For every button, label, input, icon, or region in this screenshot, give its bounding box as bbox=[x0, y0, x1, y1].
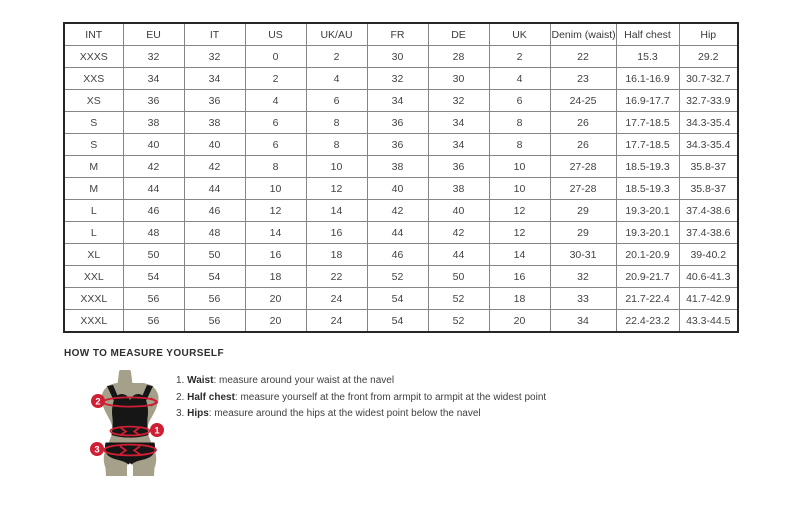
size-label-cell: M bbox=[64, 156, 123, 178]
size-value-cell: 6 bbox=[245, 112, 306, 134]
size-row bbox=[64, 244, 738, 266]
step-text: : measure yourself at the front from armpit to armpit at the widest point bbox=[234, 391, 547, 403]
size-label-cell: S bbox=[64, 112, 123, 134]
size-value-cell: 20 bbox=[245, 288, 306, 310]
size-value-cell: 40 bbox=[428, 200, 489, 222]
size-value-cell: 30.7-32.7 bbox=[679, 68, 738, 90]
size-value-cell: 52 bbox=[428, 288, 489, 310]
size-value-cell: 32 bbox=[550, 266, 616, 288]
size-value-cell: 2 bbox=[489, 46, 550, 68]
size-label-cell: XXXS bbox=[64, 46, 123, 68]
size-value-cell: 54 bbox=[123, 266, 184, 288]
size-row bbox=[64, 178, 738, 200]
size-value-cell: 40.6-41.3 bbox=[679, 266, 738, 288]
column-header: UK bbox=[489, 23, 550, 46]
size-value-cell: 44 bbox=[428, 244, 489, 266]
column-header: UK/AU bbox=[306, 23, 367, 46]
size-value-cell: 34.3-35.4 bbox=[679, 134, 738, 156]
measure-steps bbox=[176, 373, 546, 423]
size-value-cell: 6 bbox=[489, 90, 550, 112]
size-value-cell: 6 bbox=[245, 134, 306, 156]
size-value-cell: 48 bbox=[123, 222, 184, 244]
size-value-cell: 12 bbox=[306, 178, 367, 200]
size-value-cell: 18.5-19.3 bbox=[616, 156, 679, 178]
size-value-cell: 29 bbox=[550, 200, 616, 222]
size-value-cell: 38 bbox=[428, 178, 489, 200]
size-value-cell: 44 bbox=[367, 222, 428, 244]
column-header: EU bbox=[123, 23, 184, 46]
size-value-cell: 40 bbox=[367, 178, 428, 200]
size-value-cell: 37.4-38.6 bbox=[679, 222, 738, 244]
size-value-cell: 36 bbox=[367, 134, 428, 156]
size-value-cell: 40 bbox=[123, 134, 184, 156]
marker-hips-label: 3 bbox=[94, 444, 100, 456]
size-value-cell: 29 bbox=[550, 222, 616, 244]
size-value-cell: 18 bbox=[489, 288, 550, 310]
size-value-cell: 12 bbox=[489, 200, 550, 222]
marker-chest-label: 2 bbox=[95, 396, 101, 408]
size-value-cell: 34 bbox=[428, 112, 489, 134]
step-number: 1. bbox=[176, 375, 188, 386]
column-header: Denim (waist) bbox=[550, 23, 616, 46]
size-value-cell: 8 bbox=[245, 156, 306, 178]
size-value-cell: 15.3 bbox=[616, 46, 679, 68]
size-value-cell: 42 bbox=[184, 156, 245, 178]
size-value-cell: 48 bbox=[184, 222, 245, 244]
step-term: Hips bbox=[187, 408, 209, 419]
size-row bbox=[64, 112, 738, 134]
size-value-cell: 24 bbox=[306, 288, 367, 310]
size-value-cell: 8 bbox=[306, 112, 367, 134]
size-label-cell: XL bbox=[64, 244, 123, 266]
size-label-cell: M bbox=[64, 178, 123, 200]
column-header: IT bbox=[184, 23, 245, 46]
size-value-cell: 12 bbox=[489, 222, 550, 244]
size-chart-header bbox=[64, 23, 738, 46]
measure-step bbox=[176, 373, 546, 390]
size-value-cell: 14 bbox=[306, 200, 367, 222]
marker-waist-label: 1 bbox=[154, 425, 160, 437]
size-value-cell: 52 bbox=[367, 266, 428, 288]
size-chart bbox=[63, 22, 739, 333]
step-number: 2. bbox=[176, 391, 188, 403]
size-value-cell: 36 bbox=[184, 90, 245, 112]
size-value-cell: 4 bbox=[245, 90, 306, 112]
size-value-cell: 50 bbox=[428, 266, 489, 288]
size-value-cell: 40 bbox=[184, 134, 245, 156]
size-value-cell: 34 bbox=[123, 68, 184, 90]
size-value-cell: 23 bbox=[550, 68, 616, 90]
size-value-cell: 44 bbox=[184, 178, 245, 200]
column-header: FR bbox=[367, 23, 428, 46]
size-value-cell: 42 bbox=[428, 222, 489, 244]
size-value-cell: 36 bbox=[367, 112, 428, 134]
size-value-cell: 16 bbox=[306, 222, 367, 244]
size-value-cell: 46 bbox=[367, 244, 428, 266]
size-value-cell: 18.5-19.3 bbox=[616, 178, 679, 200]
size-value-cell: 54 bbox=[367, 310, 428, 333]
size-value-cell: 10 bbox=[245, 178, 306, 200]
size-row bbox=[64, 134, 738, 156]
size-value-cell: 30 bbox=[428, 68, 489, 90]
size-value-cell: 37.4-38.6 bbox=[679, 200, 738, 222]
size-row bbox=[64, 200, 738, 222]
size-value-cell: 8 bbox=[489, 134, 550, 156]
size-value-cell: 20 bbox=[489, 310, 550, 333]
size-value-cell: 22.4-23.2 bbox=[616, 310, 679, 333]
size-value-cell: 12 bbox=[245, 200, 306, 222]
size-value-cell: 16.9-17.7 bbox=[616, 90, 679, 112]
size-chart-body bbox=[64, 46, 738, 333]
size-value-cell: 38 bbox=[123, 112, 184, 134]
size-value-cell: 34 bbox=[367, 90, 428, 112]
size-value-cell: 22 bbox=[550, 46, 616, 68]
size-value-cell: 6 bbox=[306, 90, 367, 112]
size-value-cell: 28 bbox=[428, 46, 489, 68]
size-value-cell: 50 bbox=[184, 244, 245, 266]
size-value-cell: 56 bbox=[123, 310, 184, 333]
measurement-figure bbox=[85, 368, 195, 513]
size-value-cell: 27-28 bbox=[550, 178, 616, 200]
size-value-cell: 32 bbox=[367, 68, 428, 90]
size-value-cell: 36 bbox=[123, 90, 184, 112]
size-value-cell: 56 bbox=[184, 310, 245, 333]
size-value-cell: 16.1-16.9 bbox=[616, 68, 679, 90]
step-number: 3. bbox=[176, 408, 188, 419]
size-value-cell: 34 bbox=[428, 134, 489, 156]
size-value-cell: 46 bbox=[123, 200, 184, 222]
step-term: Waist bbox=[187, 375, 214, 386]
size-value-cell: 35.8-37 bbox=[679, 156, 738, 178]
size-row bbox=[64, 68, 738, 90]
measure-section-heading: HOW TO MEASURE YOURSELF bbox=[64, 348, 224, 359]
size-row bbox=[64, 222, 738, 244]
column-header: INT bbox=[64, 23, 123, 46]
size-label-cell: L bbox=[64, 200, 123, 222]
size-value-cell: 42 bbox=[367, 200, 428, 222]
size-value-cell: 17.7-18.5 bbox=[616, 134, 679, 156]
size-value-cell: 52 bbox=[428, 310, 489, 333]
size-row bbox=[64, 156, 738, 178]
size-value-cell: 32 bbox=[123, 46, 184, 68]
size-row bbox=[64, 46, 738, 68]
size-value-cell: 10 bbox=[489, 156, 550, 178]
size-value-cell: 4 bbox=[489, 68, 550, 90]
size-value-cell: 20.9-21.7 bbox=[616, 266, 679, 288]
size-label-cell: XXXL bbox=[64, 310, 123, 333]
size-value-cell: 24-25 bbox=[550, 90, 616, 112]
size-chart-table bbox=[63, 22, 739, 333]
size-value-cell: 46 bbox=[184, 200, 245, 222]
measure-step bbox=[176, 390, 546, 407]
size-value-cell: 33 bbox=[550, 288, 616, 310]
size-value-cell: 56 bbox=[184, 288, 245, 310]
size-value-cell: 29.2 bbox=[679, 46, 738, 68]
size-label-cell: L bbox=[64, 222, 123, 244]
size-value-cell: 26 bbox=[550, 134, 616, 156]
size-value-cell: 19.3-20.1 bbox=[616, 222, 679, 244]
size-value-cell: 18 bbox=[306, 244, 367, 266]
size-value-cell: 54 bbox=[184, 266, 245, 288]
size-label-cell: XS bbox=[64, 90, 123, 112]
size-value-cell: 54 bbox=[367, 288, 428, 310]
size-value-cell: 42 bbox=[123, 156, 184, 178]
size-value-cell: 19.3-20.1 bbox=[616, 200, 679, 222]
size-value-cell: 27-28 bbox=[550, 156, 616, 178]
size-value-cell: 38 bbox=[184, 112, 245, 134]
size-value-cell: 14 bbox=[245, 222, 306, 244]
step-text: : measure around your waist at the navel bbox=[213, 375, 395, 386]
size-row bbox=[64, 288, 738, 310]
size-value-cell: 32 bbox=[184, 46, 245, 68]
size-value-cell: 35.8-37 bbox=[679, 178, 738, 200]
size-value-cell: 36 bbox=[428, 156, 489, 178]
size-value-cell: 2 bbox=[306, 46, 367, 68]
size-value-cell: 30-31 bbox=[550, 244, 616, 266]
size-label-cell: XXL bbox=[64, 266, 123, 288]
step-term: Half chest bbox=[187, 391, 235, 403]
size-value-cell: 0 bbox=[245, 46, 306, 68]
size-value-cell: 16 bbox=[489, 266, 550, 288]
size-value-cell: 32.7-33.9 bbox=[679, 90, 738, 112]
size-value-cell: 34 bbox=[550, 310, 616, 333]
column-header: Hip bbox=[679, 23, 738, 46]
size-value-cell: 39-40.2 bbox=[679, 244, 738, 266]
mannequin-illustration-icon bbox=[85, 368, 195, 513]
size-value-cell: 16 bbox=[245, 244, 306, 266]
size-value-cell: 43.3-44.5 bbox=[679, 310, 738, 333]
size-value-cell: 14 bbox=[489, 244, 550, 266]
size-value-cell: 4 bbox=[306, 68, 367, 90]
size-value-cell: 34.3-35.4 bbox=[679, 112, 738, 134]
size-value-cell: 24 bbox=[306, 310, 367, 333]
size-value-cell: 22 bbox=[306, 266, 367, 288]
column-header: US bbox=[245, 23, 306, 46]
size-value-cell: 32 bbox=[428, 90, 489, 112]
size-value-cell: 17.7-18.5 bbox=[616, 112, 679, 134]
size-value-cell: 38 bbox=[367, 156, 428, 178]
size-value-cell: 2 bbox=[245, 68, 306, 90]
column-header: Half chest bbox=[616, 23, 679, 46]
size-value-cell: 21.7-22.4 bbox=[616, 288, 679, 310]
column-header: DE bbox=[428, 23, 489, 46]
size-value-cell: 56 bbox=[123, 288, 184, 310]
size-value-cell: 10 bbox=[489, 178, 550, 200]
measure-step bbox=[176, 406, 546, 423]
step-text: : measure around the hips at the widest point below the navel bbox=[208, 408, 481, 419]
size-value-cell: 30 bbox=[367, 46, 428, 68]
size-value-cell: 41.7-42.9 bbox=[679, 288, 738, 310]
size-label-cell: XXXL bbox=[64, 288, 123, 310]
size-row bbox=[64, 90, 738, 112]
size-value-cell: 34 bbox=[184, 68, 245, 90]
size-value-cell: 20.1-20.9 bbox=[616, 244, 679, 266]
size-value-cell: 8 bbox=[489, 112, 550, 134]
size-value-cell: 10 bbox=[306, 156, 367, 178]
size-value-cell: 8 bbox=[306, 134, 367, 156]
size-value-cell: 20 bbox=[245, 310, 306, 333]
size-label-cell: XXS bbox=[64, 68, 123, 90]
size-label-cell: S bbox=[64, 134, 123, 156]
size-row bbox=[64, 266, 738, 288]
header-row bbox=[64, 23, 738, 46]
size-value-cell: 50 bbox=[123, 244, 184, 266]
size-row bbox=[64, 310, 738, 333]
size-value-cell: 44 bbox=[123, 178, 184, 200]
size-value-cell: 26 bbox=[550, 112, 616, 134]
size-value-cell: 18 bbox=[245, 266, 306, 288]
